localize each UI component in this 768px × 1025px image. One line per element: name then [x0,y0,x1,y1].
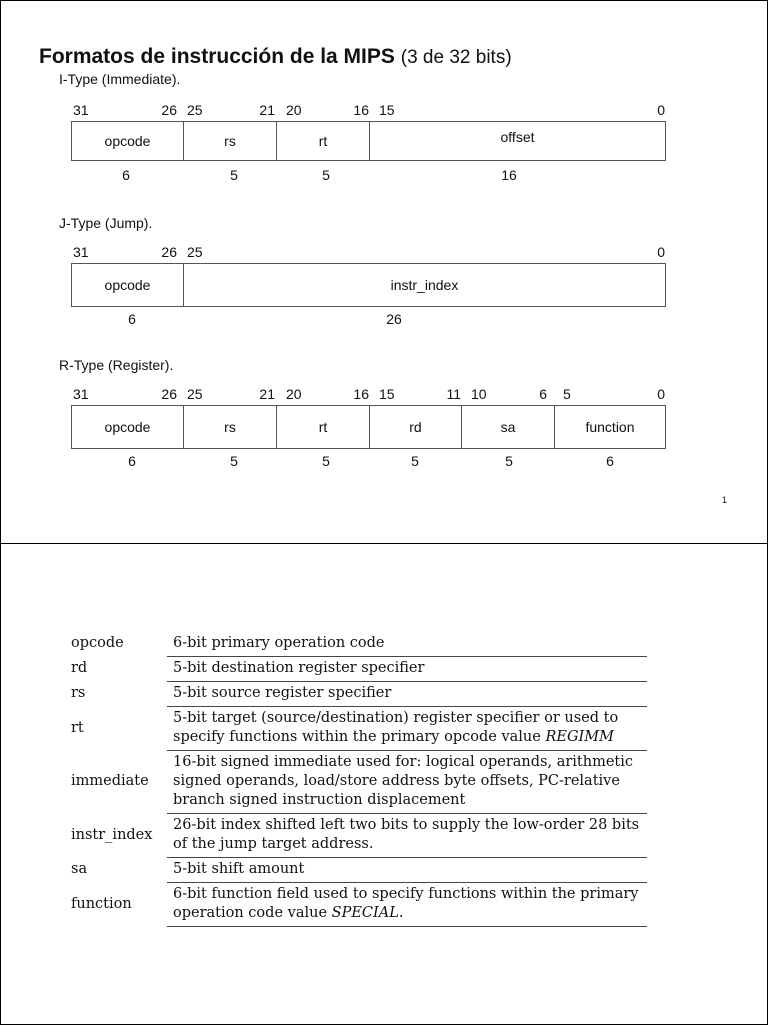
bit-label: 20 [286,386,302,402]
field-sa: sa [462,406,555,448]
field-offset: offset [500,129,535,145]
field-opcode: opcode [72,264,184,306]
bit-label: 16 [353,102,369,118]
field-width: 5 [505,453,513,469]
term-cell: instr_index [71,826,153,843]
bit-label: 6 [539,386,547,402]
table-row [67,657,647,682]
field-definitions-table [67,632,647,927]
field-width: 5 [411,453,419,469]
jtype-field-box [71,263,666,307]
jtype-label: J-Type (Jump). [59,215,153,231]
field-width: 5 [322,167,330,183]
rtype-field-box [71,405,666,449]
bit-label: 5 [563,386,571,402]
bit-label: 31 [73,102,89,118]
table-row [67,883,647,927]
bit-label: 15 [379,386,395,402]
field-instr-index: instr_index [390,277,459,293]
term-cell: rd [71,660,88,676]
itype-field-box [71,121,666,161]
bit-label: 26 [161,244,177,260]
desc-cell: 5-bit destination register specifier [167,657,647,682]
bit-label: 0 [657,244,665,260]
field-width: 5 [230,167,238,183]
field-rs: rs [184,122,277,160]
desc-emphasis: SPECIAL [331,905,399,921]
bit-label: 25 [187,102,203,118]
bit-label: 25 [187,244,203,260]
bit-label: 0 [657,386,665,402]
bit-label: 21 [259,386,275,402]
desc-cell: 26-bit index shifted left two bits to supply the low-order 28 bits of the jump target address. [167,814,647,858]
desc-cell [167,883,647,927]
bit-label: 0 [657,102,665,118]
field-width: 6 [128,311,136,327]
desc-cell: 5-bit shift amount [167,858,647,883]
term-cell: rs [71,685,86,701]
term-cell: immediate [71,773,149,789]
field-rt: rt [277,406,370,448]
bit-label: 15 [379,102,395,118]
page-number: 1 [721,495,727,505]
desc-cell: 16-bit signed immediate used for: logical operands, arithmetic signed operands, load/store address byte offsets, PC-relative branch signed instruction displacement [167,751,647,814]
desc-emphasis: REGIMM [545,729,614,745]
title-main: Formatos de instrucción de la MIPS [39,45,395,68]
table-row [67,707,647,751]
bit-label: 26 [161,102,177,118]
desc-cell: 6-bit primary operation code [167,632,647,657]
field-width: 26 [386,311,402,327]
table-row [67,682,647,707]
field-rd: rd [370,406,462,448]
table-row [67,858,647,883]
bit-label: 21 [259,102,275,118]
bit-label: 10 [471,386,487,402]
field-rt: rt [277,122,370,160]
bit-label: 16 [353,386,369,402]
field-rs: rs [184,406,277,448]
field-width: 6 [606,453,614,469]
slide-field-definitions [0,543,768,1025]
field-opcode: opcode [72,122,184,160]
bit-label: 31 [73,386,89,402]
field-width: 6 [128,453,136,469]
term-cell: opcode [71,635,124,652]
rtype-label: R-Type (Register). [59,357,174,373]
bit-label: 25 [187,386,203,402]
field-function: function [585,419,635,435]
desc-text: 6-bit function field used to specify functions within the primary operation code value [173,886,639,921]
desc-text: 5-bit target (source/destination) register specifier or used to specify functions within the primary opcode value [173,710,619,745]
term-cell: rt [71,719,84,736]
itype-label: I-Type (Immediate). [59,71,181,87]
table-row [67,814,647,858]
slide-title [39,45,512,69]
field-width: 5 [230,453,238,469]
field-width: 5 [322,453,330,469]
field-width: 16 [501,167,517,183]
bit-label: 11 [446,386,461,402]
term-cell: sa [71,861,88,877]
desc-cell: 5-bit source register specifier [167,682,647,707]
field-width: 6 [122,167,130,183]
bit-label: 20 [286,102,302,118]
table-row [67,632,647,657]
term-cell: function [71,895,132,912]
field-opcode: opcode [72,406,184,448]
bit-label: 31 [73,244,89,260]
title-subtitle: (3 de 32 bits) [400,47,512,68]
table-row [67,751,647,814]
desc-cell [167,707,647,751]
bit-label: 26 [161,386,177,402]
desc-text-end: . [398,905,404,921]
